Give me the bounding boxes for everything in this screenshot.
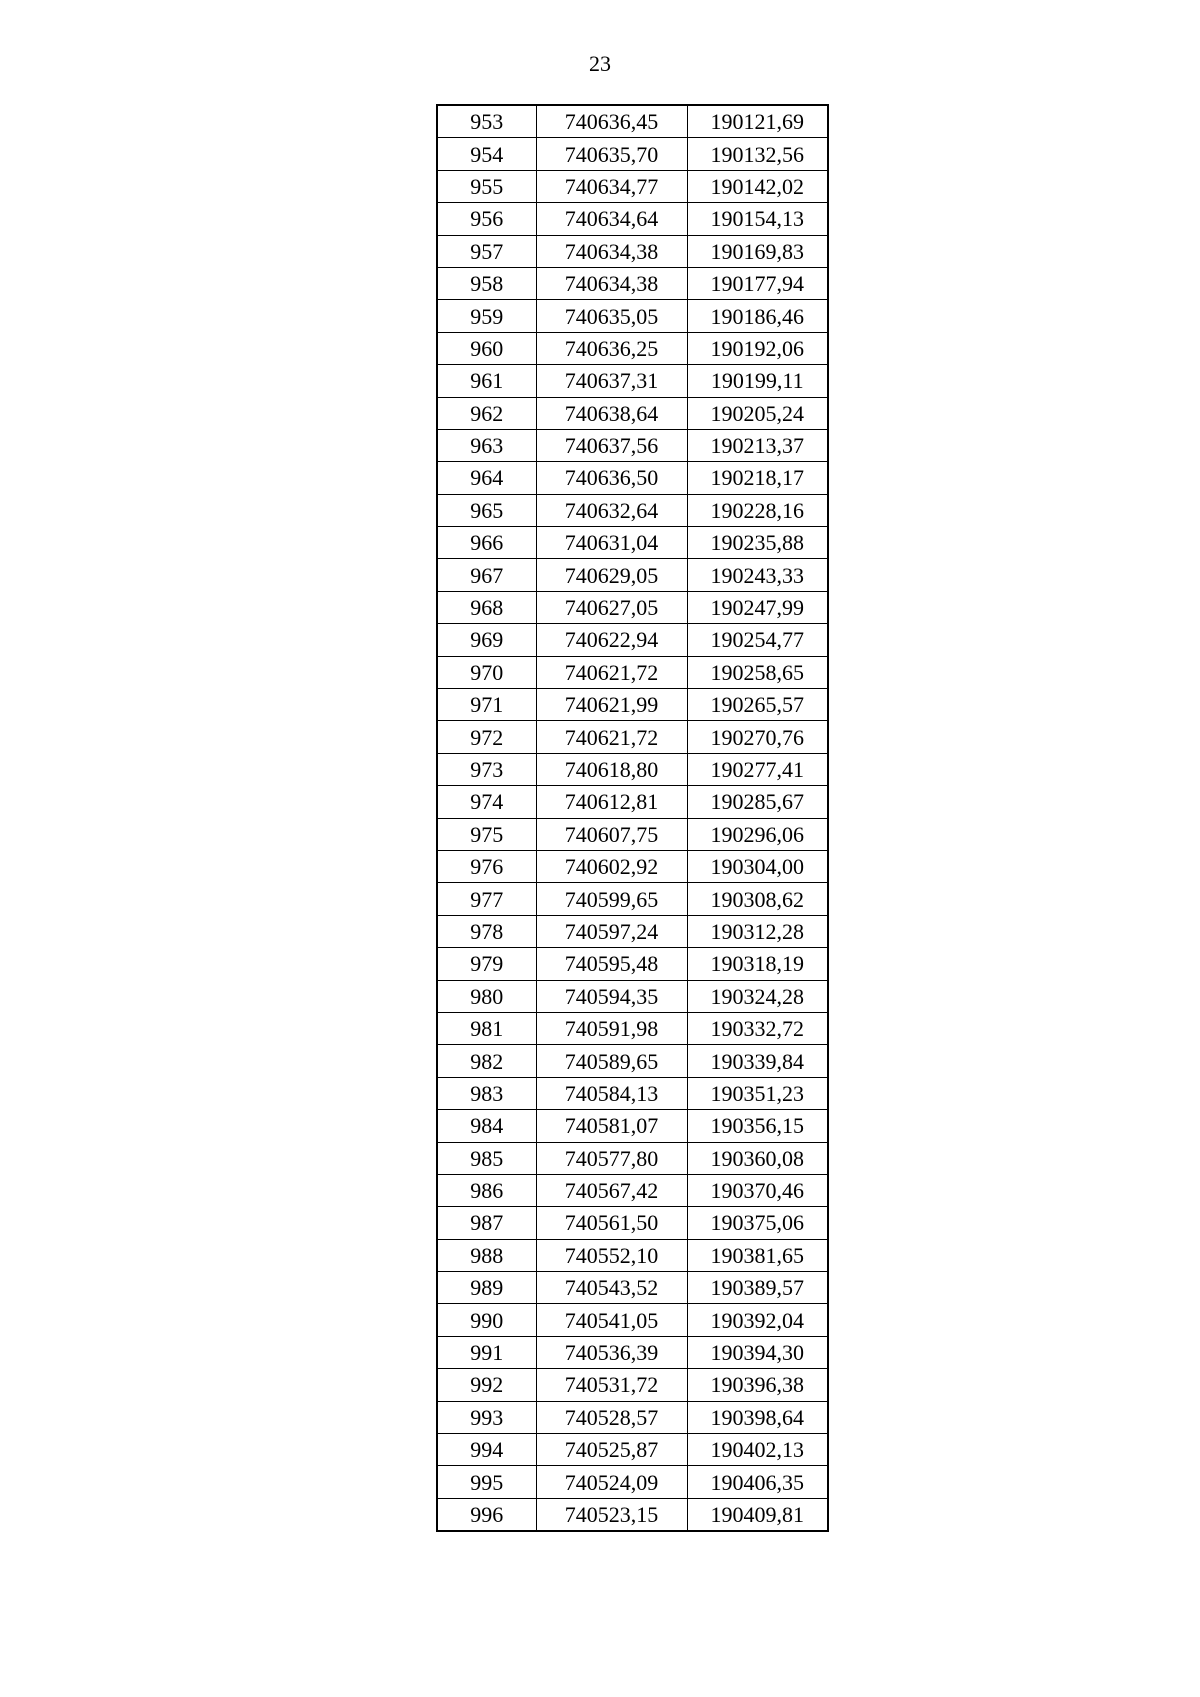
- table-row: [437, 462, 828, 494]
- point-number-cell: 963: [437, 429, 536, 461]
- point-number-cell: 958: [437, 267, 536, 299]
- table-row: [437, 300, 828, 332]
- point-number-cell: 995: [437, 1466, 536, 1498]
- y-coordinate-cell: 190392,04: [687, 1304, 828, 1336]
- y-coordinate-cell: 190351,23: [687, 1077, 828, 1109]
- x-coordinate-cell: 740607,75: [536, 818, 687, 850]
- table-row: [437, 1142, 828, 1174]
- y-coordinate-cell: 190324,28: [687, 980, 828, 1012]
- point-number-cell: 977: [437, 883, 536, 915]
- point-number-cell: 985: [437, 1142, 536, 1174]
- coordinates-table: [436, 104, 829, 1532]
- table-row: [437, 138, 828, 170]
- y-coordinate-cell: 190396,38: [687, 1369, 828, 1401]
- point-number-cell: 989: [437, 1272, 536, 1304]
- x-coordinate-cell: 740552,10: [536, 1239, 687, 1271]
- x-coordinate-cell: 740637,31: [536, 365, 687, 397]
- table-row: [437, 915, 828, 947]
- y-coordinate-cell: 190356,15: [687, 1110, 828, 1142]
- y-coordinate-cell: 190398,64: [687, 1401, 828, 1433]
- table-row: [437, 1110, 828, 1142]
- x-coordinate-cell: 740618,80: [536, 753, 687, 785]
- table-row: [437, 105, 828, 138]
- y-coordinate-cell: 190235,88: [687, 527, 828, 559]
- table-row: [437, 1239, 828, 1271]
- x-coordinate-cell: 740543,52: [536, 1272, 687, 1304]
- point-number-cell: 973: [437, 753, 536, 785]
- table-row: [437, 850, 828, 882]
- y-coordinate-cell: 190360,08: [687, 1142, 828, 1174]
- table-row: [437, 527, 828, 559]
- table-row: [437, 721, 828, 753]
- point-number-cell: 988: [437, 1239, 536, 1271]
- table-row: [437, 624, 828, 656]
- y-coordinate-cell: 190213,37: [687, 429, 828, 461]
- y-coordinate-cell: 190218,17: [687, 462, 828, 494]
- table-row: [437, 1498, 828, 1531]
- x-coordinate-cell: 740599,65: [536, 883, 687, 915]
- point-number-cell: 979: [437, 948, 536, 980]
- y-coordinate-cell: 190243,33: [687, 559, 828, 591]
- point-number-cell: 976: [437, 850, 536, 882]
- x-coordinate-cell: 740636,50: [536, 462, 687, 494]
- y-coordinate-cell: 190142,02: [687, 170, 828, 202]
- point-number-cell: 991: [437, 1336, 536, 1368]
- point-number-cell: 955: [437, 170, 536, 202]
- table-row: [437, 332, 828, 364]
- x-coordinate-cell: 740635,05: [536, 300, 687, 332]
- point-number-cell: 970: [437, 656, 536, 688]
- y-coordinate-cell: 190304,00: [687, 850, 828, 882]
- y-coordinate-cell: 190318,19: [687, 948, 828, 980]
- table-row: [437, 170, 828, 202]
- x-coordinate-cell: 740631,04: [536, 527, 687, 559]
- x-coordinate-cell: 740634,38: [536, 235, 687, 267]
- table-row: [437, 1012, 828, 1044]
- y-coordinate-cell: 190402,13: [687, 1434, 828, 1466]
- point-number-cell: 978: [437, 915, 536, 947]
- x-coordinate-cell: 740581,07: [536, 1110, 687, 1142]
- x-coordinate-cell: 740597,24: [536, 915, 687, 947]
- table-row: [437, 1434, 828, 1466]
- y-coordinate-cell: 190308,62: [687, 883, 828, 915]
- table-row: [437, 235, 828, 267]
- y-coordinate-cell: 190375,06: [687, 1207, 828, 1239]
- x-coordinate-cell: 740591,98: [536, 1012, 687, 1044]
- x-coordinate-cell: 740638,64: [536, 397, 687, 429]
- x-coordinate-cell: 740531,72: [536, 1369, 687, 1401]
- page-number: 23: [589, 51, 611, 76]
- x-coordinate-cell: 740528,57: [536, 1401, 687, 1433]
- y-coordinate-cell: 190339,84: [687, 1045, 828, 1077]
- table-row: [437, 267, 828, 299]
- y-coordinate-cell: 190247,99: [687, 591, 828, 623]
- y-coordinate-cell: 190254,77: [687, 624, 828, 656]
- table-row: [437, 883, 828, 915]
- y-coordinate-cell: 190285,67: [687, 786, 828, 818]
- table-row: [437, 1272, 828, 1304]
- y-coordinate-cell: 190277,41: [687, 753, 828, 785]
- coordinates-table-body: [437, 105, 828, 1531]
- y-coordinate-cell: 190406,35: [687, 1466, 828, 1498]
- table-row: [437, 1466, 828, 1498]
- point-number-cell: 953: [437, 105, 536, 138]
- x-coordinate-cell: 740621,72: [536, 656, 687, 688]
- point-number-cell: 984: [437, 1110, 536, 1142]
- table-row: [437, 494, 828, 526]
- y-coordinate-cell: 190192,06: [687, 332, 828, 364]
- point-number-cell: 990: [437, 1304, 536, 1336]
- y-coordinate-cell: 190154,13: [687, 203, 828, 235]
- y-coordinate-cell: 190394,30: [687, 1336, 828, 1368]
- point-number-cell: 981: [437, 1012, 536, 1044]
- x-coordinate-cell: 740525,87: [536, 1434, 687, 1466]
- point-number-cell: 959: [437, 300, 536, 332]
- table-row: [437, 429, 828, 461]
- x-coordinate-cell: 740541,05: [536, 1304, 687, 1336]
- y-coordinate-cell: 190265,57: [687, 689, 828, 721]
- point-number-cell: 996: [437, 1498, 536, 1531]
- point-number-cell: 994: [437, 1434, 536, 1466]
- x-coordinate-cell: 740622,94: [536, 624, 687, 656]
- x-coordinate-cell: 740621,72: [536, 721, 687, 753]
- point-number-cell: 957: [437, 235, 536, 267]
- x-coordinate-cell: 740536,39: [536, 1336, 687, 1368]
- x-coordinate-cell: 740584,13: [536, 1077, 687, 1109]
- point-number-cell: 983: [437, 1077, 536, 1109]
- x-coordinate-cell: 740636,25: [536, 332, 687, 364]
- y-coordinate-cell: 190296,06: [687, 818, 828, 850]
- y-coordinate-cell: 190228,16: [687, 494, 828, 526]
- x-coordinate-cell: 740589,65: [536, 1045, 687, 1077]
- table-row: [437, 1174, 828, 1206]
- table-row: [437, 1077, 828, 1109]
- x-coordinate-cell: 740636,45: [536, 105, 687, 138]
- y-coordinate-cell: 190389,57: [687, 1272, 828, 1304]
- table-row: [437, 948, 828, 980]
- x-coordinate-cell: 740634,38: [536, 267, 687, 299]
- y-coordinate-cell: 190312,28: [687, 915, 828, 947]
- y-coordinate-cell: 190186,46: [687, 300, 828, 332]
- x-coordinate-cell: 740561,50: [536, 1207, 687, 1239]
- point-number-cell: 967: [437, 559, 536, 591]
- table-row: [437, 559, 828, 591]
- point-number-cell: 969: [437, 624, 536, 656]
- x-coordinate-cell: 740634,77: [536, 170, 687, 202]
- y-coordinate-cell: 190177,94: [687, 267, 828, 299]
- table-row: [437, 786, 828, 818]
- table-row: [437, 656, 828, 688]
- y-coordinate-cell: 190121,69: [687, 105, 828, 138]
- y-coordinate-cell: 190205,24: [687, 397, 828, 429]
- y-coordinate-cell: 190132,56: [687, 138, 828, 170]
- y-coordinate-cell: 190270,76: [687, 721, 828, 753]
- point-number-cell: 966: [437, 527, 536, 559]
- y-coordinate-cell: 190381,65: [687, 1239, 828, 1271]
- x-coordinate-cell: 740594,35: [536, 980, 687, 1012]
- table-row: [437, 1304, 828, 1336]
- point-number-cell: 971: [437, 689, 536, 721]
- x-coordinate-cell: 740577,80: [536, 1142, 687, 1174]
- y-coordinate-cell: 190409,81: [687, 1498, 828, 1531]
- x-coordinate-cell: 740627,05: [536, 591, 687, 623]
- point-number-cell: 982: [437, 1045, 536, 1077]
- table-row: [437, 203, 828, 235]
- point-number-cell: 980: [437, 980, 536, 1012]
- x-coordinate-cell: 740632,64: [536, 494, 687, 526]
- point-number-cell: 964: [437, 462, 536, 494]
- table-row: [437, 1207, 828, 1239]
- table-row: [437, 818, 828, 850]
- point-number-cell: 986: [437, 1174, 536, 1206]
- point-number-cell: 965: [437, 494, 536, 526]
- x-coordinate-cell: 740621,99: [536, 689, 687, 721]
- y-coordinate-cell: 190169,83: [687, 235, 828, 267]
- table-row: [437, 1369, 828, 1401]
- point-number-cell: 972: [437, 721, 536, 753]
- x-coordinate-cell: 740635,70: [536, 138, 687, 170]
- x-coordinate-cell: 740637,56: [536, 429, 687, 461]
- x-coordinate-cell: 740612,81: [536, 786, 687, 818]
- x-coordinate-cell: 740595,48: [536, 948, 687, 980]
- x-coordinate-cell: 740567,42: [536, 1174, 687, 1206]
- x-coordinate-cell: 740629,05: [536, 559, 687, 591]
- table-row: [437, 591, 828, 623]
- point-number-cell: 975: [437, 818, 536, 850]
- point-number-cell: 962: [437, 397, 536, 429]
- point-number-cell: 956: [437, 203, 536, 235]
- x-coordinate-cell: 740634,64: [536, 203, 687, 235]
- table-row: [437, 1401, 828, 1433]
- x-coordinate-cell: 740523,15: [536, 1498, 687, 1531]
- table-row: [437, 1045, 828, 1077]
- table-row: [437, 980, 828, 1012]
- table-row: [437, 1336, 828, 1368]
- y-coordinate-cell: 190370,46: [687, 1174, 828, 1206]
- y-coordinate-cell: 190332,72: [687, 1012, 828, 1044]
- point-number-cell: 987: [437, 1207, 536, 1239]
- point-number-cell: 961: [437, 365, 536, 397]
- table-row: [437, 689, 828, 721]
- point-number-cell: 960: [437, 332, 536, 364]
- x-coordinate-cell: 740602,92: [536, 850, 687, 882]
- y-coordinate-cell: 190258,65: [687, 656, 828, 688]
- point-number-cell: 993: [437, 1401, 536, 1433]
- table-row: [437, 753, 828, 785]
- table-row: [437, 365, 828, 397]
- point-number-cell: 992: [437, 1369, 536, 1401]
- point-number-cell: 954: [437, 138, 536, 170]
- y-coordinate-cell: 190199,11: [687, 365, 828, 397]
- table-row: [437, 397, 828, 429]
- x-coordinate-cell: 740524,09: [536, 1466, 687, 1498]
- point-number-cell: 968: [437, 591, 536, 623]
- point-number-cell: 974: [437, 786, 536, 818]
